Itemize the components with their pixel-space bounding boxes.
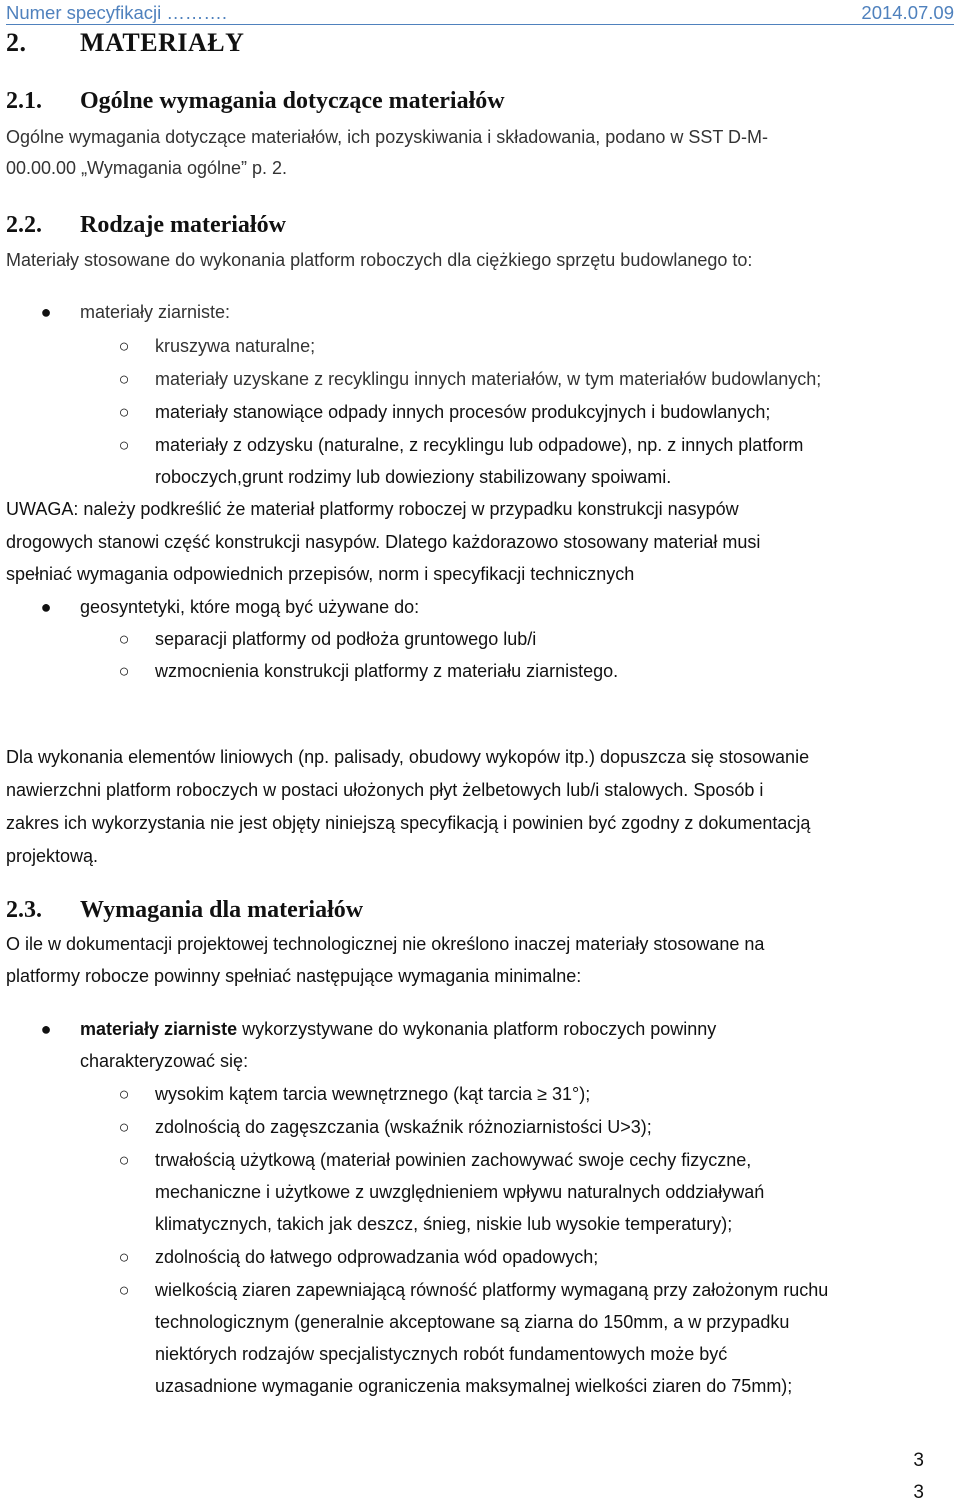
subsection-2-1-heading	[6, 88, 505, 115]
s23-sub-item-continuation: mechaniczne i użytkowe z uwzględnieniem wpływu naturalnych oddziaływań	[155, 1182, 765, 1202]
s22-sub-item-continuation: roboczych,grunt rodzimy lub dowieziony stabilizowany spoiwami.	[155, 467, 672, 487]
subsection-2-3-number: 2.3.	[6, 897, 42, 923]
s22-bullet-2: geosyntetyki, które mogą być używane do:	[80, 597, 420, 617]
s23-sub-item-continuation: uzasadnione wymaganie ograniczenia maksymalnej wielkości ziaren do 75mm);	[155, 1376, 793, 1396]
sub-bullet-icon: ○	[118, 1247, 130, 1267]
s23-bullet-rest: wykorzystywane do wykonania platform roboczych powinny	[237, 1019, 717, 1039]
uwaga-line-1: UWAGA: należy podkreślić że materiał platformy roboczej w przypadku konstrukcji nasypów	[6, 499, 739, 519]
para-line-4: projektową.	[6, 846, 99, 866]
page-number-lower: 3	[913, 1482, 924, 1503]
s22-bullet-1: materiały ziarniste:	[80, 302, 231, 322]
sub-bullet-icon: ○	[118, 629, 130, 649]
s22-sub-item: kruszywa naturalne;	[155, 336, 316, 356]
sub-bullet-icon: ○	[118, 1280, 130, 1300]
uwaga-line-3: spełniać wymagania odpowiednich przepisów, norm i specyfikacji technicznych	[6, 564, 635, 584]
sub-bullet-icon: ○	[118, 369, 130, 389]
para-line-1: Dla wykonania elementów liniowych (np. palisady, obudowy wykopów itp.) dopuszcza się stosowanie	[6, 747, 810, 767]
sub-bullet-icon: ○	[118, 435, 130, 455]
s22-sub2-item: wzmocnienia konstrukcji platformy z materiału ziarnistego.	[155, 661, 619, 681]
s23-sub-item: wysokim kątem tarcia wewnętrznego (kąt tarcia ≥ 31°);	[155, 1084, 591, 1104]
para-line-3: zakres ich wykorzystania nie jest objęty niniejszą specyfikacją i powinien być zgodny z dokumentacją	[6, 813, 811, 833]
s21-line-2: 00.00.00 „Wymagania ogólne” p. 2.	[6, 158, 288, 178]
s22-intro: Materiały stosowane do wykonania platform roboczych dla ciężkiego sprzętu budowlanego to:	[6, 250, 753, 270]
subsection-2-3-title: Wymagania dla materiałów	[80, 897, 364, 923]
s23-sub-item: zdolnością do zagęszczania (wskaźnik różnoziarnistości U>3);	[155, 1117, 652, 1137]
sub-bullet-icon: ○	[118, 1084, 130, 1104]
uwaga-line-2: drogowych stanowi część konstrukcji nasypów. Dlatego każdorazowo stosowany materiał musi	[6, 532, 761, 552]
sub-bullet-icon: ○	[118, 661, 130, 681]
section-number: 2.	[6, 28, 27, 57]
subsection-2-2-number: 2.2.	[6, 212, 42, 238]
s22-sub2-item: separacji platformy od podłoża gruntowego lub/i	[155, 629, 537, 649]
s23-sub-item-continuation: niektórych rodzajów specjalistycznych robót fundamentowych może być	[155, 1344, 728, 1364]
subsection-2-1-number: 2.1.	[6, 88, 42, 114]
header-rule	[6, 24, 954, 25]
s22-sub-item: materiały uzyskane z recyklingu innych materiałów, w tym materiałów budowlanych;	[155, 369, 822, 389]
s21-line-1: Ogólne wymagania dotyczące materiałów, ich pozyskiwania i składowania, podano w SST D-M-	[6, 127, 769, 147]
para-line-2: nawierzchni platform roboczych w postaci ułożonych płyt żelbetowych lub/i stalowych. Sposób i	[6, 780, 764, 800]
sub-bullet-icon: ○	[118, 402, 130, 422]
s22-sub-item: materiały z odzysku (naturalne, z recyklingu lub odpadowe), np. z innych platform	[155, 435, 804, 455]
s22-sub-item: materiały stanowiące odpady innych procesów produkcyjnych i budowlanych;	[155, 402, 771, 422]
s23-intro-line-2: platformy robocze powinny spełniać następujące wymagania minimalne:	[6, 966, 582, 986]
sub-bullet-icon: ○	[118, 1117, 130, 1137]
s23-bullet-continuation: charakteryzować się:	[80, 1051, 249, 1071]
s23-bullet-bold: materiały ziarniste	[80, 1019, 238, 1039]
s23-bullet	[80, 1019, 716, 1040]
section-heading	[6, 28, 244, 58]
subsection-2-2-title: Rodzaje materiałów	[80, 212, 286, 238]
s23-sub-item: wielkością ziaren zapewniającą równość platformy wymaganą przy założonym ruchu	[155, 1280, 829, 1300]
bullet-icon: ●	[40, 302, 52, 322]
subsection-2-3-heading	[6, 897, 363, 924]
s23-intro-line-1: O ile w dokumentacji projektowej technologicznej nie określono inaczej materiały stosowane na	[6, 934, 765, 954]
header-spec-number: Numer specyfikacji ……….	[6, 2, 228, 23]
s23-sub-item-continuation: technologicznym (generalnie akceptowane są ziarna do 150mm, a w przypadku	[155, 1312, 790, 1332]
sub-bullet-icon: ○	[118, 336, 130, 356]
subsection-2-1-title: Ogólne wymagania dotyczące materiałów	[80, 88, 505, 114]
header-date: 2014.07.09	[861, 2, 954, 23]
sub-bullet-icon: ○	[118, 1150, 130, 1170]
section-title: MATERIAŁY	[80, 28, 245, 57]
s23-sub-item: trwałością użytkową (materiał powinien zachowywać swoje cechy fizyczne,	[155, 1150, 752, 1170]
bullet-icon: ●	[40, 597, 52, 617]
subsection-2-2-heading	[6, 212, 286, 239]
s23-sub-item: zdolnością do łatwego odprowadzania wód opadowych;	[155, 1247, 599, 1267]
bullet-icon: ●	[40, 1019, 52, 1039]
s23-sub-item-continuation: klimatycznych, takich jak deszcz, śnieg, niskie lub wysokie temperatury);	[155, 1214, 733, 1234]
page-number: 3	[913, 1450, 924, 1471]
